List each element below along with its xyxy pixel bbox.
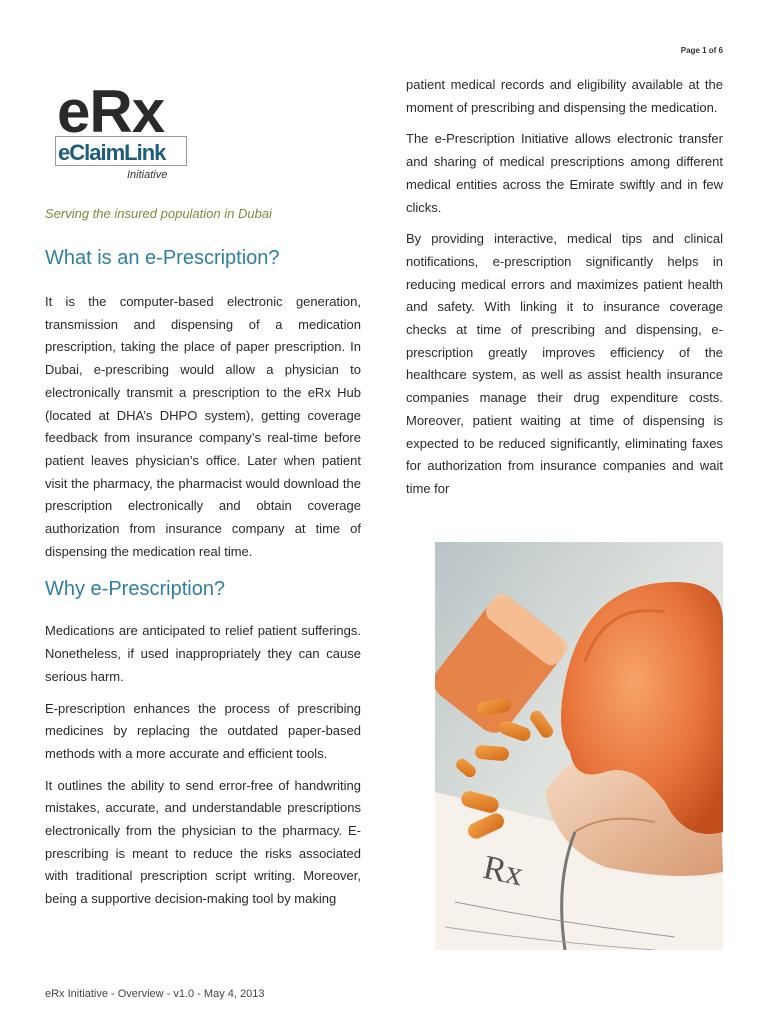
paragraph-what-body: It is the computer-based electronic generation, transmission and dispensing of a medication prescription, taking the place of paper prescription. In Dubai, e-prescribing would allow a physician to electronically transmit a prescription to the eRx Hub (located at DHA’s DHPO system), getting coverage feedback from insurance company’s real-time before patient leaves physician’s office. Later when patient visit the pharmacy, the pharmacist would download the prescription electronically and obtain coverage authorization from insurance company at time of dispensing the medication real time. — [45, 294, 361, 559]
paragraph-why-1: Medications are anticipated to relief patient sufferings. Nonetheless, if used inappropriately they can cause serious harm. — [45, 623, 361, 684]
rx-symbol: Rx — [479, 848, 527, 894]
logo-eclaimlink-text: eClaimLink — [58, 140, 166, 165]
photo-hand-mouse-pills — [435, 542, 723, 950]
footer-text: eRx Initiative - Overview - v1.0 - May 4, 2013 — [45, 988, 265, 1000]
paragraph-right-3: By providing interactive, medical tips and clinical notifications, e-prescription significantly helps in reducing medical errors and maximizes patient health and safety. With linking it to insurance coverage checks at time of prescribing and dispensing, e-prescription greatly improves efficiency of the healthcare system, as well as assist health insurance companies manage their drug expenditure costs. Moreover, patient waiting at time of dispensing is expected to be reduced significantly, eliminating faxes for authorization from insurance companies and wait time for — [406, 231, 723, 496]
paragraph-why-3: It outlines the ability to send error-free of handwriting mistakes, accurate, and understandable prescriptions electronically from the physician to the pharmacy. E-prescribing is meant to reduce the risks associated with traditional prescription script writing. Moreover, being a supportive decision-making tool by making — [45, 777, 361, 907]
heading-why-eprescription: Why e-Prescription? — [45, 578, 226, 601]
left-column — [45, 240, 361, 920]
paragraph-why-2: E-prescription enhances the process of prescribing medicines by replacing the outdated paper-based methods with a more accurate and efficient tools. — [45, 700, 361, 761]
page-number: Page 1 of 6 — [680, 46, 723, 55]
right-column — [406, 74, 723, 510]
paragraph-right-2: The e-Prescription Initiative allows electronic transfer and sharing of medical prescriptions among different medical entities across the Emirate swiftly and in few clicks. — [406, 131, 723, 215]
erx-logo — [55, 80, 195, 190]
logo-erx-text: eRx — [57, 78, 165, 145]
heading-what-is-eprescription: What is an e-Prescription? — [45, 247, 280, 269]
logo-initiative-text: Initiative — [127, 169, 168, 181]
paragraph-right-1: patient medical records and eligibility available at the moment of prescribing and dispensing the medication. — [406, 77, 723, 115]
tagline: Serving the insured population in Dubai — [45, 206, 272, 221]
